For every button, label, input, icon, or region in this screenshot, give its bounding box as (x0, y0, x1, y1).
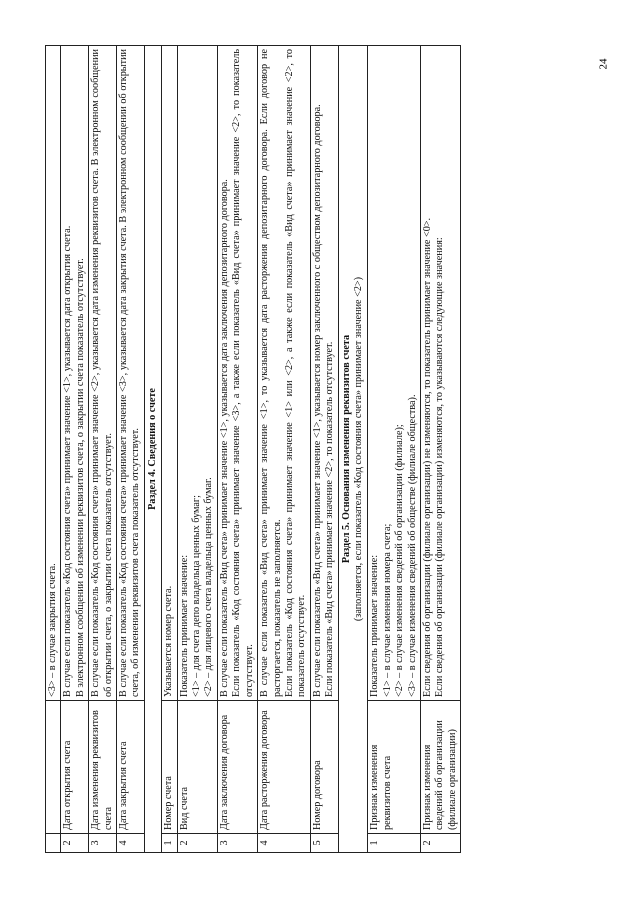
row-number: 3 (89, 834, 117, 853)
indicator-name: Дата открытия счета (61, 701, 89, 834)
table-row (61, 46, 89, 853)
section-5-heading (338, 46, 368, 853)
section-4-heading (144, 46, 161, 853)
indicator-description (61, 46, 89, 701)
description-line: Если показатель «Код состояния счета» принимает значение <3>, а также если показатель «Вид счета» принимает значение <2>, то показатель отсутствует. (231, 49, 255, 697)
indicator-name: Дата закрытия счета (117, 701, 145, 834)
description-line: Если показатель «Код состояния счета» принимает значение <1> или <2>, а также если показатель «Вид счета» принимает значение <2>, то показатель отсутствует. (283, 49, 308, 697)
description-line: В электронном сообщении об изменении реквизитов счета, о закрытии счета показатель отсутствует. (74, 258, 86, 697)
description-line: <1> – для счета депо владельца ценных бумаг; (191, 495, 203, 697)
description-line: Если сведения об организации (филиале организации) изменяются, то указываются следующие значения: (434, 237, 446, 697)
description-line: <2> – для лицевого счета владельца ценных бумаг. (203, 477, 215, 697)
section-5-row (338, 46, 368, 853)
description-line: Если показатель «Вид счета» принимает значение <2>, то показатель отсутствует. (324, 341, 336, 697)
table-row (217, 46, 257, 853)
table-row (46, 46, 61, 853)
indicator-description (217, 46, 257, 701)
section-5-title: Раздел 5. Основания изменения реквизитов счета (340, 334, 352, 564)
row-number: 5 (310, 834, 338, 853)
indicator-name: Дата изменения реквизитов счета (89, 701, 117, 834)
section-5-subtitle: (заполняется, если показатель «Код состояния счета» принимает значение <2>) (352, 276, 364, 622)
table-row (258, 46, 311, 853)
indicator-description (162, 46, 177, 701)
row-number: 2 (61, 834, 89, 853)
row-number: 2 (420, 834, 460, 853)
page-number: 24 (597, 58, 610, 70)
indicator-description (89, 46, 117, 701)
description-line: В случае если показатель «Вид счета» принимает значение <1>, указывается номер заключенного с обществом депозитарного договора. (311, 104, 323, 697)
section-4-title: Раздел 4. Сведения о счете (146, 388, 158, 510)
table-row (117, 46, 145, 853)
table-row (162, 46, 177, 853)
table-row (310, 46, 338, 853)
row-number (46, 834, 61, 853)
description-line: В случае если показатель «Код состояния счета» принимает значение <1>, указывается дата открытия счета. (62, 225, 74, 697)
row-number: 2 (177, 834, 217, 853)
row-number: 1 (368, 834, 421, 853)
section-4-row (144, 46, 161, 853)
indicator-description (258, 46, 311, 701)
indicator-description (117, 46, 145, 701)
indicator-description (46, 46, 61, 701)
indicator-name (46, 701, 61, 834)
indicator-name: Дата расторжения договора (258, 701, 311, 834)
table-body (46, 46, 461, 853)
indicator-description (368, 46, 421, 701)
table-row (89, 46, 117, 853)
row-number: 1 (162, 834, 177, 853)
indicator-name: Признак изменения сведений об организации (филиале организации) (420, 701, 460, 834)
row-number: 3 (217, 834, 257, 853)
description-line: Указывается номер счета. (163, 585, 175, 697)
description-line: <3> – в случае закрытия счета. (47, 563, 58, 697)
description-line: В случае если показатель «Вид счета» принимает значение <1>, указывается дата заключения депозитарного договора. (218, 179, 230, 697)
indicator-name: Дата заключения договора (217, 701, 257, 834)
row-number: 4 (117, 834, 145, 853)
rotated-content (45, 45, 565, 853)
table-row (420, 46, 460, 853)
indicator-name: Номер счета (162, 701, 177, 834)
indicator-name: Признак изменения реквизитов счета (368, 701, 421, 834)
description-line: В случае если показатель «Вид счета» принимает значение <1>, то указывается дата расторжения депозитарного договора. Если договор не расторгается, показатель не заполняется. (259, 49, 283, 697)
row-number: 4 (258, 834, 311, 853)
description-line: В случае если показатель «Код состояния счета» принимает значение <3>, указывается дата закрытия счета. В электронном сообщении об открытии счета, об изменении реквизитов счета показатель отсутствует. (118, 49, 142, 697)
indicator-description (420, 46, 460, 701)
description-line: Показатель принимает значение: (369, 554, 381, 697)
indicator-description (310, 46, 338, 701)
description-line: <3> – в случае изменения сведений об обществе (филиале общества). (406, 394, 418, 697)
indicator-description (177, 46, 217, 701)
indicator-name: Вид счета (177, 701, 217, 834)
description-line: <1> – в случае изменения номера счета; (381, 523, 393, 697)
description-line: Показатель принимает значение: (178, 554, 190, 697)
description-line: <2> – в случае изменения сведений об организации (филиале); (394, 424, 406, 697)
table-row (368, 46, 421, 853)
description-line: В случае если показатель «Код состояния счета» принимает значение <2>, указывается дата изменения реквизитов счета. В электронном сообщении об открытии счета, о закрытии счета показатель отсутствует. (90, 49, 114, 697)
rotated-table-frame (45, 45, 565, 853)
indicator-name: Номер договора (310, 701, 338, 834)
table-row (177, 46, 217, 853)
description-line: Если сведения об организации (филиале организации) не изменяются, то показатель принимает значение <0>. (421, 217, 433, 697)
requisites-table (45, 45, 461, 853)
